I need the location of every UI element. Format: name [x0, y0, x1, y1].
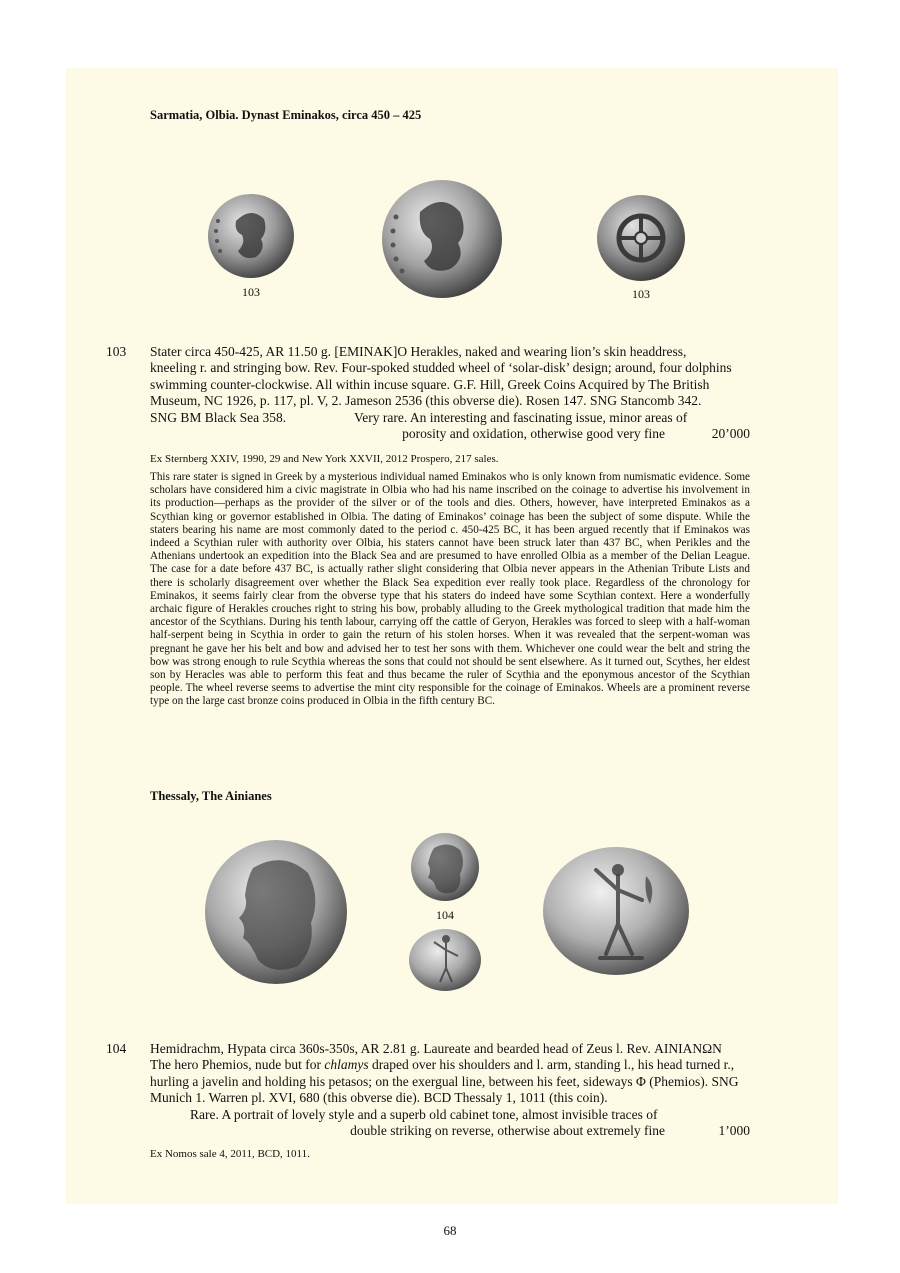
lot-103-desc-line: Stater circa 450-425, AR 11.50 g. [EMINAK]O Herakles, naked and wearing lion’s skin headdress,	[150, 344, 687, 359]
coin-104-obverse-small-image	[410, 832, 480, 902]
lot-103-condition: porosity and oxidation, otherwise good very fine	[402, 426, 665, 442]
coin-104-reverse-small-image	[408, 928, 482, 992]
coin-104-reverse-large-image	[542, 846, 690, 976]
lot-103-provenance: Ex Sternberg XXIV, 1990, 29 and New York XXVII, 2012 Prospero, 217 sales.	[150, 453, 499, 465]
coin-103-obverse-large-image	[380, 177, 504, 301]
lot-103-desc-line: kneeling r. and stringing bow. Rev. Four-spoked studded wheel of ‘solar-disk’ design; around, four dolphins	[150, 360, 732, 376]
section-title-olbia: Sarmatia, Olbia. Dynast Eminakos, circa 450 – 425	[150, 108, 422, 122]
lot-104-desc-line: hurling a javelin and holding his petasos; on the exergual line, between his feet, sideways Φ (Phemios). SNG	[150, 1073, 739, 1089]
lot-104-desc-line: Munich 1. Warren pl. XVI, 680 (this obverse die). BCD Thessaly 1, 1011 (this coin).	[150, 1090, 608, 1106]
coin-caption-103-left: 103	[242, 285, 260, 299]
lot-104-description	[150, 1041, 750, 1139]
lot-104-rarity-note: Rare. A portrait of lovely style and a superb old cabinet tone, almost invisible traces of	[190, 1106, 658, 1122]
lot-104-desc-italic: chlamys	[324, 1057, 369, 1073]
page-number: 68	[443, 1223, 457, 1238]
coin-104-obverse-large-image	[203, 838, 349, 986]
lot-104-desc-text: The hero Phemios, nude but for	[150, 1057, 325, 1073]
coin-caption-104: 104	[436, 908, 454, 922]
lot-103-description	[150, 344, 750, 442]
coin-103-obverse-small-image	[206, 191, 296, 281]
lot-104-desc-line: Hemidrachm, Hypata circa 360s-350s, AR 2.81 g. Laureate and bearded head of Zeus l. Rev. ΑΙΝΙΑΝΩΝ	[150, 1041, 722, 1056]
lot-104-condition: double striking on reverse, otherwise about extremely fine	[350, 1123, 665, 1139]
lot-number-103: 103	[106, 344, 127, 359]
lot-103-estimate: 20’000	[711, 426, 750, 442]
coin-caption-103-right: 103	[632, 287, 650, 301]
lot-103-rarity-note: Very rare. An interesting and fascinating issue, minor areas of	[354, 409, 688, 425]
lot-104-desc-text: draped over his shoulders and l. arm, standing l., his head turned r.,	[368, 1057, 735, 1073]
lot-103-desc-line: Museum, NC 1926, p. 117, pl. V, 2. Jameson 2536 (this obverse die). Rosen 147. SNG Stancomb 342.	[150, 393, 702, 409]
lot-104-provenance: Ex Nomos sale 4, 2011, BCD, 1011.	[150, 1148, 310, 1160]
section-title-ainianes: Thessaly, The Ainianes	[150, 789, 272, 803]
lot-104-estimate: 1’000	[718, 1123, 750, 1139]
lot-103-historical-note: This rare stater is signed in Greek by a mysterious individual named Eminakos who is only known from numismatic evidence. Some scholars have considered him a civic magistrate in Olbia who had his name inscribed on the coinage to advertise his involvement in its production—perhaps as the provider of the silver or of the tools and dies. Others, however, have interpreted Eminakos as a Scythian king or governor established in Olbia. The dating of Eminakos’ coinage has been the subject of some dispute. While the staters bearing his name are most commonly dated to the period c. 450-425 BC, it has been argued recently that if Eminakos was indeed a Scythian ruler with authority over Olbia, his staters cannot have been struck later than 437 BC, when Perikles and the Athenians undertook an expedition into the Black Sea and are presumed to have enrolled Olbia as a member of the Delian League. The case for a date before 437 BC, is actually rather slight considering that Olbia never appears in the Athenian Tribute Lists and there is scholarly disagreement over whether the Black Sea expedition ever really took place. Regardless of the chronology for Eminakos, it seems fairly clear from the obverse type that his staters do indeed have some Scythian context. Here a wonderfully archaic figure of Herakles crouches right to string his bow, probably alluding to the Greek mythological tradition that made him the ancestor of the Scythians. During his tenth labour, carrying off the cattle of Geryon, Herakles was forced to sleep with a half-woman half-serpent being in Scythia in order to gain the return of his stolen horses. When it was revealed that the serpent-woman was pregnant he gave her his belt and bow and advised her to test her sons with them. Whichever one could wear the belt and string the bow was strong enough to rule Scythia whereas the sons that could not should be sent elsewhere. As it turned out, Scythes, her eldest son by Heracles was able to perform this feat and thus became the ruler of Scythia and the eponymous ancestor of the Scythian people. The wheel reverse seems to advertise the mint city responsible for the coinage of Eminakos. Wheels are a prominent reverse type on the large cast bronze coins produced in Olbia in the fifth century BC.	[150, 471, 750, 708]
lot-103-desc-line: swimming counter-clockwise. All within incuse square. G.F. Hill, Greek Coins Acquired by The British	[150, 376, 710, 392]
lot-number-104: 104	[106, 1041, 127, 1056]
coin-103-reverse-wheel-image	[595, 193, 687, 283]
lot-103-desc-line: SNG BM Black Sea 358.	[150, 409, 287, 425]
lot-104-desc-line	[150, 1057, 750, 1073]
